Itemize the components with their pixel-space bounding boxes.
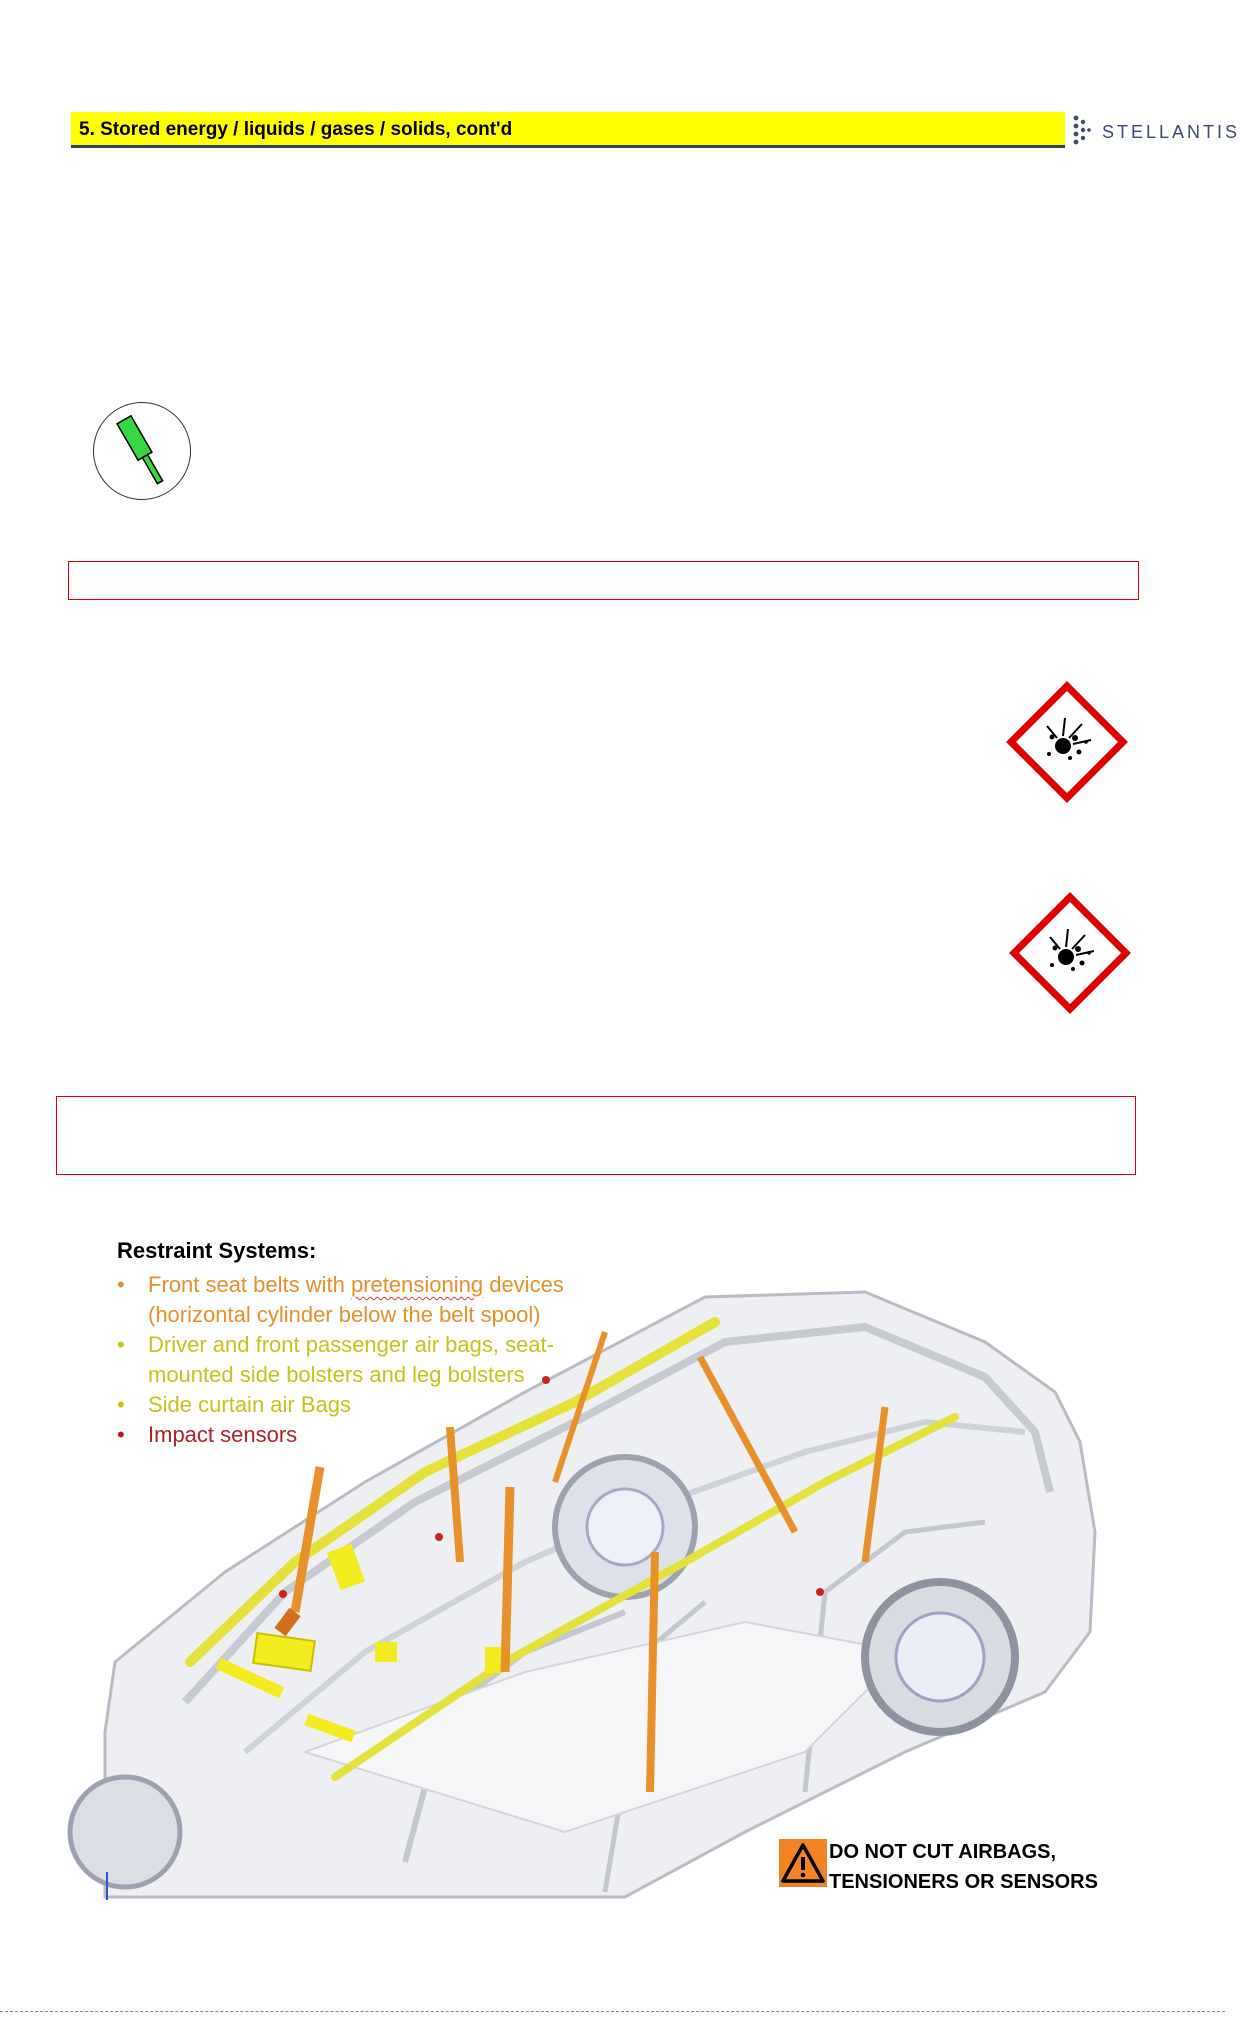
bullet: •	[117, 1332, 125, 1357]
warning-line: DO NOT CUT AIRBAGS,	[829, 1841, 1057, 1863]
warning-line: TENSIONERS OR SENSORS	[829, 1871, 1098, 1893]
explosive-hazard-pictogram-icon	[1010, 893, 1130, 1013]
list-item-flagged-word: pretensioning	[350, 1272, 484, 1297]
stellantis-logo	[1068, 112, 1240, 152]
page-bottom-rule	[0, 2011, 1225, 2012]
bullet: •	[117, 1422, 125, 1447]
red-note-box	[68, 561, 1139, 600]
list-item	[117, 1270, 564, 1330]
list-item	[117, 1390, 564, 1420]
logo-wordmark: STELLANTIS	[1102, 122, 1240, 142]
section-header-bar	[71, 112, 1065, 148]
list-item	[117, 1420, 564, 1450]
list-item-text: (horizontal cylinder below the belt spool)	[148, 1302, 541, 1327]
bullet: •	[117, 1272, 125, 1297]
warning-triangle-icon	[779, 1839, 827, 1887]
bullet: •	[117, 1392, 125, 1417]
list-item-text: mounted side bolsters and leg bolsters	[148, 1362, 525, 1387]
list-item	[117, 1330, 564, 1390]
explosive-hazard-pictogram-icon	[1007, 682, 1127, 802]
warning-text	[829, 1837, 1098, 1897]
screwdriver-tool-icon	[93, 402, 191, 500]
list-item-text: Impact sensors	[148, 1422, 298, 1447]
list-item-text: Front seat belts with	[148, 1272, 351, 1297]
list-item-text: devices	[483, 1272, 564, 1297]
stellantis-logo-icon	[1068, 112, 1098, 152]
section-title: 5. Stored energy / liquids / gases / solids, cont'd	[79, 119, 513, 140]
restraint-title: Restraint Systems:	[117, 1238, 317, 1263]
red-note-box	[56, 1096, 1136, 1175]
restraint-list	[117, 1270, 564, 1450]
list-item-text: Driver and front passenger air bags, seat-	[148, 1332, 554, 1357]
list-item-text: Side curtain air Bags	[148, 1392, 351, 1417]
